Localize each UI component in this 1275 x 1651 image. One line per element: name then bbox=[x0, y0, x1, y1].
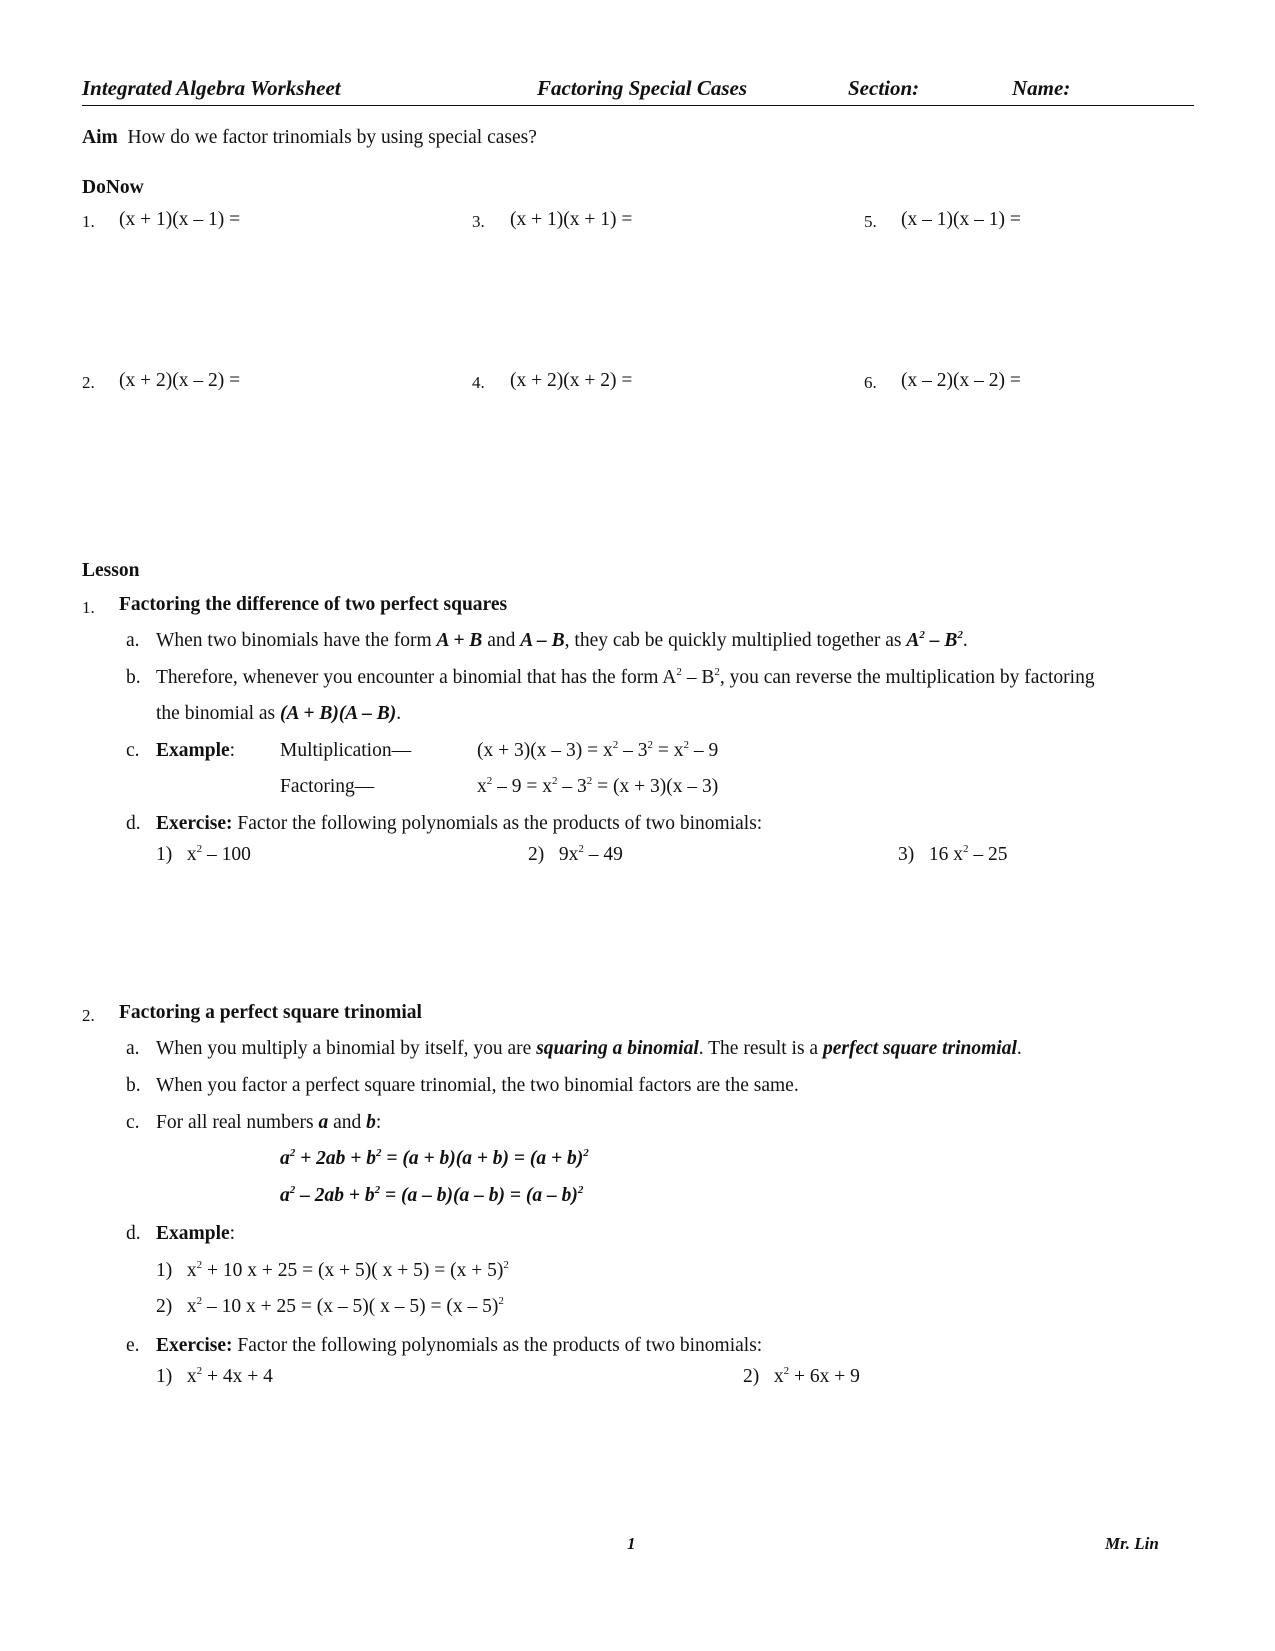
part2-b-text: When you factor a perfect square trinomial, the two binomial factors are the same. bbox=[156, 1075, 799, 1096]
section-label: Section: bbox=[848, 76, 920, 100]
part2-title: Factoring a perfect square trinomial bbox=[119, 1002, 422, 1023]
aim-text: How do we factor trinomials by using special cases? bbox=[127, 127, 537, 148]
part2-b-label: b. bbox=[126, 1075, 141, 1096]
donow-num-1: 1. bbox=[82, 212, 95, 231]
lesson-heading: Lesson bbox=[82, 560, 140, 581]
part2-c-text: For all real numbers a and b: bbox=[156, 1112, 382, 1133]
worksheet-title: Integrated Algebra Worksheet bbox=[82, 76, 341, 100]
part1-exercise-1: 1) $x^2 - 100$ bbox=[156, 842, 251, 865]
part2-e-label: e. bbox=[126, 1335, 140, 1356]
part2-num: 2. bbox=[82, 1006, 95, 1025]
author-name: Mr. Lin bbox=[1105, 1534, 1159, 1553]
part1-c-fact-expr: $x^2 - 9 = x^2 - 3^2 = (x + 3)(x - 3)$ bbox=[477, 774, 719, 797]
worksheet-topic: Factoring Special Cases bbox=[537, 76, 748, 100]
page-number: 1 bbox=[627, 1534, 636, 1553]
formula-square-of-sum: $a^2 + 2ab + b^2 = (a + b)(a + b) = (a + b)^2$ bbox=[280, 1146, 589, 1169]
donow-expr-5: (x – 1)(x – 1) = bbox=[901, 209, 1021, 230]
part2-a-label: a. bbox=[126, 1038, 140, 1059]
part1-b-label: b. bbox=[126, 667, 141, 688]
part1-c-mult-label: Multiplication— bbox=[280, 740, 412, 761]
part1-num: 1. bbox=[82, 598, 95, 617]
name-label: Name: bbox=[1012, 76, 1071, 100]
part1-b-text: Therefore, whenever you encounter a binomial that has the form $A^2 - B^2$, you can reverse the multiplication by factoring bbox=[156, 665, 1095, 688]
part2-c-label: c. bbox=[126, 1112, 140, 1133]
part1-d-text: Exercise: Factor the following polynomials as the products of two binomials: bbox=[156, 813, 763, 834]
part1-title: Factoring the difference of two perfect squares bbox=[119, 594, 508, 615]
part1-a-label: a. bbox=[126, 630, 140, 651]
donow-num-5: 5. bbox=[864, 212, 877, 231]
donow-heading: DoNow bbox=[82, 177, 144, 198]
header-rule bbox=[82, 105, 1194, 106]
donow-expr-3: (x + 1)(x + 1) = bbox=[510, 209, 633, 230]
donow-expr-4: (x + 2)(x + 2) = bbox=[510, 370, 633, 391]
part2-example-1: 1) $x^2 + 10$ x + 25 = (x + 5)( $x + 5) = (x + 5)^2$ bbox=[156, 1258, 509, 1281]
part2-exercise-1: 1) $x^2 + 4x + 4$ bbox=[156, 1364, 273, 1387]
part1-exercise-2: 2) $9x^2 - 49$ bbox=[528, 842, 623, 865]
part1-c-label: c. bbox=[126, 740, 140, 761]
part2-exercise-2: 2) $x^2 + 6x + 9$ bbox=[743, 1364, 860, 1387]
donow-num-6: 6. bbox=[864, 373, 877, 392]
part2-d-label: d. bbox=[126, 1223, 141, 1244]
donow-expr-1: (x + 1)(x – 1) = bbox=[119, 209, 241, 230]
donow-num-3: 3. bbox=[472, 212, 485, 231]
aim-line bbox=[82, 126, 537, 150]
part1-d-label: d. bbox=[126, 813, 141, 834]
part2-e-text: Exercise: Factor the following polynomials as the products of two binomials: bbox=[156, 1335, 763, 1356]
part2-example-2: 2) $x^2 - 10$ x + 25 = (x – 5)( x – 5) = (x – 5)$^2$ bbox=[156, 1294, 504, 1317]
part2-a-text: When you multiply a binomial by itself, you are squaring a binomial. The result is a perfect square trinomial. bbox=[156, 1038, 1022, 1059]
part1-exercise-3: 3) 16 $x^2 - 25$ bbox=[898, 842, 1008, 865]
aim-label: Aim bbox=[82, 127, 118, 148]
part1-b-text-line2: the binomial as (A + B)(A – B). bbox=[156, 703, 402, 724]
part2-d-example: Example: bbox=[156, 1223, 236, 1244]
donow-expr-2: (x + 2)(x – 2) = bbox=[119, 370, 241, 391]
donow-expr-6: (x – 2)(x – 2) = bbox=[901, 370, 1021, 391]
part1-c-example: Example: bbox=[156, 740, 236, 761]
formula-square-of-difference: $a^2 - 2ab + b^2 = (a - b)(a - b) = (a - b)^2$ bbox=[280, 1183, 584, 1206]
part1-c-fact-label: Factoring— bbox=[280, 776, 375, 797]
donow-num-2: 2. bbox=[82, 373, 95, 392]
part1-c-mult-expr: $(x + 3)(x - 3) = x^2 - 3^2 = x^2 - 9$ bbox=[477, 738, 719, 761]
part1-a-text: When two binomials have the form A + B and A – B, they cab be quickly multiplied together as $A^2 - B^2$. bbox=[156, 628, 968, 651]
donow-num-4: 4. bbox=[472, 373, 485, 392]
